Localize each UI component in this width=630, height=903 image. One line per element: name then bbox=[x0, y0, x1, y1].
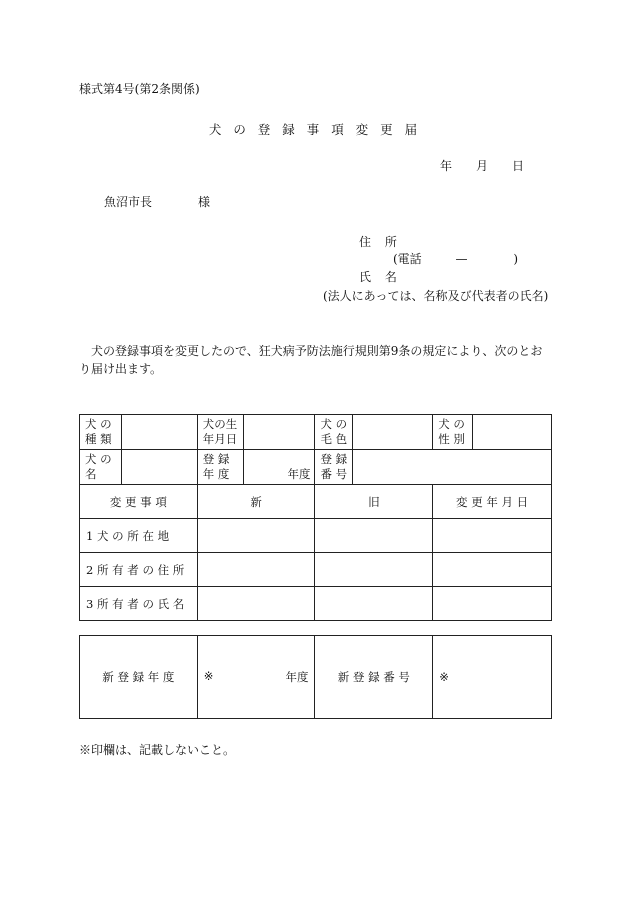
new-reg-number-value bbox=[433, 636, 552, 719]
reg-number-value[interactable] bbox=[353, 450, 552, 485]
dog-name-label: 犬 の 名 bbox=[80, 450, 122, 485]
row1-date[interactable] bbox=[433, 519, 552, 553]
tel-close: ) bbox=[513, 252, 519, 266]
breed-value[interactable] bbox=[121, 415, 197, 450]
row3-old[interactable] bbox=[315, 587, 433, 621]
row-dog-location: 1 犬 の 所 在 地 bbox=[80, 519, 198, 553]
addressee bbox=[104, 193, 210, 210]
header-change-item: 変 更 事 項 bbox=[80, 485, 198, 519]
new-reg-number-label: 新 登 録 番 号 bbox=[315, 636, 433, 719]
reg-year-label: 登 録 年 度 bbox=[197, 450, 243, 485]
breed-label: 犬 の 種 類 bbox=[80, 415, 122, 450]
form-number: 様式第4号(第2条関係) bbox=[79, 82, 200, 96]
birthdate-value[interactable] bbox=[243, 415, 315, 450]
dog-name-value[interactable] bbox=[121, 450, 197, 485]
sex-label: 犬 の 性 別 bbox=[433, 415, 473, 450]
new-reg-year-value bbox=[197, 636, 315, 719]
sex-value[interactable] bbox=[473, 415, 552, 450]
table-row bbox=[80, 553, 552, 587]
birthdate-label: 犬の生 年月日 bbox=[197, 415, 243, 450]
row3-date[interactable] bbox=[433, 587, 552, 621]
corporation-note: (法人にあっては、名称及び代表者の氏名) bbox=[323, 289, 549, 303]
page-title: 犬 の 登 録 事 項 変 更 届 bbox=[208, 122, 422, 137]
new-reg-year-label: 新 登 録 年 度 bbox=[80, 636, 198, 719]
row1-new[interactable] bbox=[197, 519, 315, 553]
row-owner-address: 2 所 有 者 の 住 所 bbox=[80, 553, 198, 587]
row-owner-name: 3 所 有 者 の 氏 名 bbox=[80, 587, 198, 621]
coat-color-value[interactable] bbox=[353, 415, 433, 450]
table-row bbox=[80, 587, 552, 621]
header-change-date: 変 更 年 月 日 bbox=[433, 485, 552, 519]
coat-color-label: 犬 の 毛 色 bbox=[315, 415, 353, 450]
date-year: 年 bbox=[440, 159, 453, 173]
new-registration-table bbox=[79, 635, 552, 719]
row2-date[interactable] bbox=[433, 553, 552, 587]
date-month: 月 bbox=[476, 159, 489, 173]
tel-dash: — bbox=[455, 252, 468, 266]
office-use-mark: ※ bbox=[203, 669, 214, 683]
dog-info-table bbox=[79, 414, 552, 621]
row2-new[interactable] bbox=[197, 553, 315, 587]
body-text: 犬の登録事項を変更したので、狂犬病予防法施行規則第9条の規定により、次のとおり届け出ます。 bbox=[79, 344, 543, 376]
tel-open: (電話 bbox=[393, 252, 422, 266]
office-use-mark: ※ bbox=[439, 670, 449, 684]
row3-new[interactable] bbox=[197, 587, 315, 621]
addressee-honorific: 様 bbox=[198, 195, 211, 209]
row1-old[interactable] bbox=[315, 519, 433, 553]
header-new: 新 bbox=[197, 485, 315, 519]
reg-year-unit: 年度 bbox=[287, 467, 311, 481]
new-reg-year-unit: 年度 bbox=[285, 670, 309, 684]
header-old: 旧 bbox=[315, 485, 433, 519]
footnote: ※印欄は、記載しないこと。 bbox=[79, 743, 236, 757]
address-label: 住 所 bbox=[359, 235, 402, 249]
table-row bbox=[80, 519, 552, 553]
reg-number-label: 登 録 番 号 bbox=[315, 450, 353, 485]
row2-old[interactable] bbox=[315, 553, 433, 587]
name-label: 氏 名 bbox=[359, 270, 402, 284]
telephone-line bbox=[393, 250, 518, 267]
date-day: 日 bbox=[512, 159, 525, 173]
addressee-name: 魚沼市長 bbox=[104, 195, 153, 209]
reg-year-value[interactable] bbox=[243, 450, 315, 485]
